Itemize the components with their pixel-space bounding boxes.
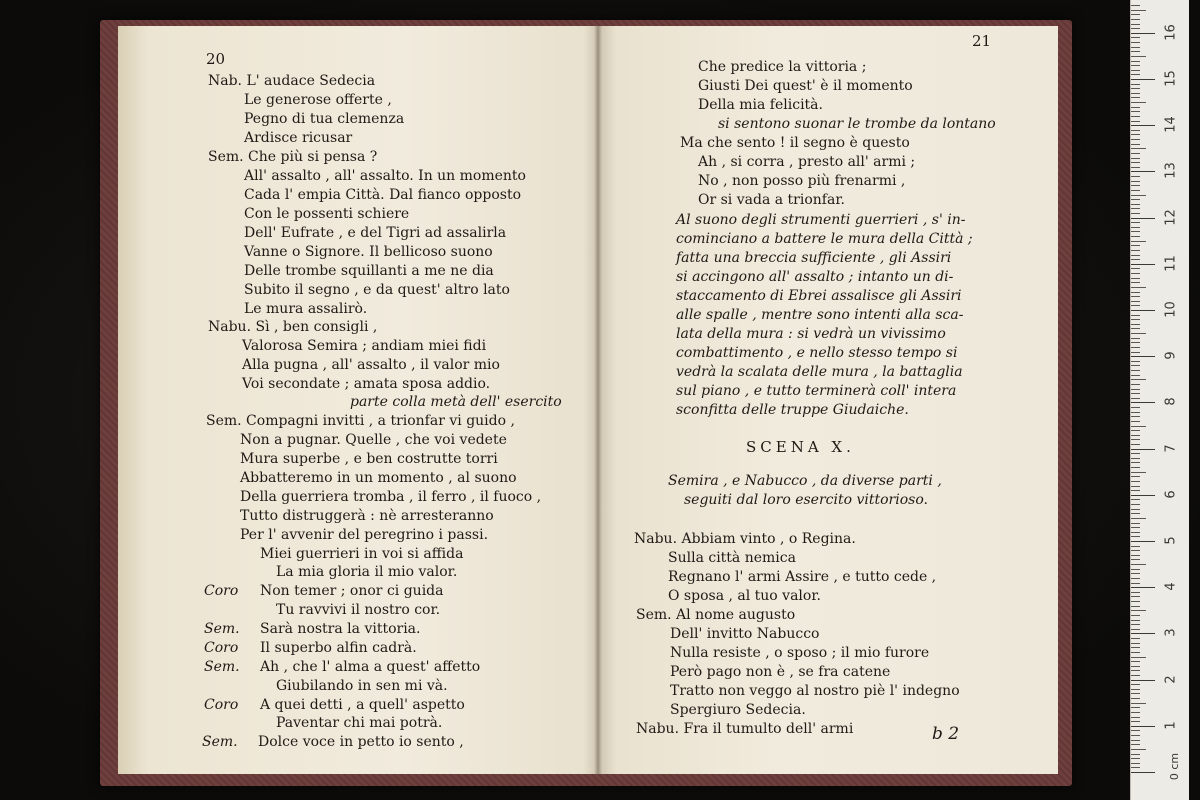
- text-line: staccamento di Ebrei assalisce gli Assiri: [676, 288, 962, 304]
- text-line: si sentono suonar le trombe da lontano: [718, 116, 996, 132]
- ruler-tick: [1131, 536, 1140, 537]
- ruler-tick: [1131, 97, 1140, 98]
- ruler-tick: [1131, 763, 1140, 764]
- text-line: Semira , e Nabucco , da diverse parti ,: [668, 473, 942, 489]
- text-line: sul piano , e tutto terminerà coll' intera: [676, 383, 957, 399]
- ruler-number: 7: [1163, 443, 1179, 453]
- ruler-tick: [1131, 111, 1140, 112]
- ruler-tick: [1131, 116, 1140, 117]
- ruler-number: 3: [1163, 628, 1179, 638]
- text-line: Giusti Dei quest' è il momento: [698, 78, 913, 94]
- ruler-tick: [1131, 310, 1155, 311]
- text-line: Però pago non è , se fra catene: [670, 664, 891, 680]
- ruler-tick: [1131, 458, 1140, 459]
- ruler-tick: [1131, 624, 1140, 625]
- ruler-tick: [1131, 74, 1140, 75]
- ruler-tick: [1131, 241, 1146, 242]
- text-line: Sem. Al nome augusto: [636, 607, 796, 623]
- text-line: Ah , che l' alma a quest' affetto: [260, 659, 481, 675]
- ruler-number: 6: [1163, 490, 1179, 499]
- text-line: Che predice la vittoria ;: [698, 59, 867, 75]
- ruler-tick: [1131, 292, 1140, 293]
- text-line: Nabu. Sì , ben consigli ,: [208, 319, 378, 335]
- ruler-tick: [1131, 375, 1140, 376]
- ruler-tick: [1131, 569, 1140, 570]
- text-line: Nab. L' audace Sedecia: [208, 73, 376, 89]
- ruler-tick: [1131, 158, 1140, 159]
- ruler-tick: [1131, 541, 1155, 542]
- ruler-number: 5: [1163, 536, 1179, 545]
- ruler-tick: [1131, 28, 1140, 29]
- ruler-number: 12: [1163, 208, 1179, 226]
- ruler-tick: [1131, 643, 1140, 644]
- ruler-number: 9: [1163, 351, 1179, 360]
- ruler-tick: [1131, 532, 1140, 533]
- ruler-tick: [1131, 559, 1140, 560]
- ruler-tick: [1131, 435, 1140, 436]
- text-line: Al suono degli strumenti guerrieri , s' in-: [676, 212, 966, 228]
- ruler-tick: [1131, 407, 1140, 408]
- ruler-tick: [1131, 379, 1146, 380]
- ruler-tick: [1131, 102, 1146, 103]
- ruler-tick: [1131, 629, 1140, 630]
- ruler-tick: [1131, 227, 1140, 228]
- ruler-tick: [1131, 564, 1146, 565]
- ruler-tick: [1131, 740, 1140, 741]
- ruler-tick: [1131, 573, 1140, 574]
- ruler-tick: [1131, 587, 1155, 588]
- text-line: Ma che sento ! il segno è questo: [680, 135, 910, 151]
- text-line: Per l' avvenir del peregrino i passi.: [240, 527, 489, 543]
- text-line: Giubilando in sen mi và.: [276, 678, 448, 694]
- ruler-tick: [1131, 402, 1155, 403]
- ruler-tick: [1131, 259, 1140, 260]
- ruler-tick: [1131, 601, 1140, 602]
- ruler-tick: [1131, 5, 1140, 6]
- ruler-tick: [1131, 416, 1140, 417]
- text-line: seguiti dal loro esercito vittorioso.: [684, 492, 928, 508]
- ruler-number: 14: [1163, 116, 1179, 133]
- ruler-tick: [1131, 675, 1140, 676]
- ruler-tick: [1131, 426, 1146, 427]
- ruler-tick: [1131, 218, 1155, 219]
- ruler-tick: [1131, 620, 1140, 621]
- text-line: alle spalle , mentre sono intenti alla sca-: [676, 307, 964, 323]
- ruler-tick: [1131, 555, 1140, 556]
- ruler-tick: [1131, 523, 1140, 524]
- ruler-tick: [1131, 278, 1140, 279]
- text-line: vedrà la scalata delle mura , la battaglia: [676, 364, 963, 380]
- ruler-tick: [1131, 744, 1140, 745]
- text-line: cominciano a battere le mura della Città ;: [676, 231, 973, 247]
- text-line: lata della mura : si vedrà un vivissimo: [676, 326, 946, 342]
- ruler-tick: [1131, 684, 1140, 685]
- ruler-tick: [1131, 546, 1140, 547]
- ruler-tick: [1131, 70, 1140, 71]
- ruler-tick: [1131, 578, 1140, 579]
- text-line: Della guerriera tromba , il ferro , il fuoco ,: [240, 489, 542, 505]
- ruler-tick: [1131, 444, 1140, 445]
- ruler-tick: [1131, 726, 1155, 727]
- ruler-tick: [1131, 301, 1140, 302]
- book-gutter: [594, 26, 602, 774]
- ruler-tick: [1131, 125, 1155, 126]
- text-line: Nabu. Abbiam vinto , o Regina.: [634, 531, 856, 547]
- ruler-tick: [1131, 190, 1140, 191]
- ruler-tick: [1131, 236, 1140, 237]
- ruler-tick: [1131, 518, 1146, 519]
- ruler-tick: [1131, 231, 1140, 232]
- ruler-tick: [1131, 333, 1146, 334]
- ruler-tick: [1131, 449, 1155, 450]
- ruler-tick: [1131, 749, 1146, 750]
- ruler-tick: [1131, 107, 1140, 108]
- ruler-tick: [1131, 347, 1140, 348]
- ruler-tick: [1131, 495, 1155, 496]
- ruler-number: 15: [1163, 70, 1179, 87]
- page-number: 21: [972, 32, 992, 50]
- ruler-tick: [1131, 42, 1140, 43]
- ruler-tick: [1131, 10, 1146, 11]
- ruler-tick: [1131, 208, 1140, 209]
- ruler-number: 2: [1163, 674, 1179, 684]
- text-line: O sposa , al tuo valor.: [668, 588, 821, 604]
- text-line: Abbatteremo in un momento , al suono: [240, 470, 517, 486]
- ruler-tick: [1131, 79, 1155, 80]
- text-line: Ardisce ricusar: [244, 130, 353, 146]
- text-line: Regnano l' armi Assire , e tutto cede ,: [668, 569, 937, 585]
- ruler-tick: [1131, 342, 1140, 343]
- ruler-tick: [1131, 255, 1140, 256]
- text-line: A quei detti , a quell' aspetto: [260, 697, 465, 713]
- signature-mark: b 2: [932, 724, 960, 744]
- ruler-tick: [1131, 472, 1146, 473]
- text-line: Coro: [204, 697, 239, 713]
- ruler-tick: [1131, 698, 1140, 699]
- ruler-tick: [1131, 88, 1140, 89]
- ruler-tick: [1131, 19, 1140, 20]
- text-line: Sem.: [202, 734, 238, 750]
- ruler-tick: [1131, 481, 1140, 482]
- scene-title: SCENA X.: [746, 438, 855, 456]
- text-line: Dell' invitto Nabucco: [670, 626, 820, 642]
- ruler-tick: [1131, 181, 1140, 182]
- ruler-tick: [1131, 324, 1140, 325]
- text-line: Sulla città nemica: [668, 550, 796, 566]
- ruler-tick: [1131, 721, 1140, 722]
- ruler-tick: [1131, 33, 1155, 34]
- ruler-tick: [1131, 121, 1140, 122]
- ruler-tick: [1131, 51, 1140, 52]
- ruler-tick: [1131, 352, 1140, 353]
- text-line: Ah , si corra , presto all' armi ;: [698, 154, 916, 170]
- text-line: Con le possenti schiere: [244, 206, 410, 222]
- text-line: sconfitta delle truppe Giudaiche.: [676, 402, 909, 418]
- ruler-tick: [1131, 93, 1140, 94]
- text-line: Alla pugna , all' assalto , il valor mio: [242, 357, 500, 373]
- ruler-tick: [1131, 596, 1140, 597]
- text-line: Mura superbe , e ben costrutte torri: [240, 451, 498, 467]
- text-line: Or si vada a trionfar.: [698, 192, 845, 208]
- ruler-tick: [1131, 24, 1140, 25]
- ruler-number: 10: [1163, 301, 1179, 318]
- ruler-tick: [1131, 412, 1140, 413]
- ruler-tick: [1131, 633, 1155, 634]
- text-line: Della mia felicità.: [698, 97, 823, 113]
- text-line: Dolce voce in petto io sento ,: [258, 734, 464, 750]
- text-line: Subito il segno , e da quest' altro lato: [244, 282, 510, 298]
- text-line: All' assalto , all' assalto. In un momento: [244, 168, 526, 184]
- ruler-tick: [1131, 296, 1140, 297]
- ruler-tick: [1131, 527, 1140, 528]
- ruler-number: 11: [1163, 255, 1179, 272]
- ruler-tick: [1131, 467, 1140, 468]
- ruler-tick: [1131, 328, 1140, 329]
- text-line: Sarà nostra la vittoria.: [260, 621, 421, 637]
- text-line: fatta una breccia sufficiente , gli Assiri: [676, 250, 952, 266]
- text-line: Vanne o Signore. Il bellicoso suono: [244, 244, 493, 260]
- ruler-tick: [1131, 65, 1140, 66]
- ruler-tick: [1131, 421, 1140, 422]
- ruler-tick: [1131, 37, 1140, 38]
- text-line: Tratto non veggo al nostro piè l' indegno: [670, 683, 960, 699]
- ruler-tick: [1131, 680, 1155, 681]
- ruler-tick: [1131, 730, 1140, 731]
- ruler-tick: [1131, 282, 1140, 283]
- text-line: Nabu. Fra il tumulto dell' armi: [636, 721, 854, 737]
- text-line: Non temer ; onor ci guida: [260, 583, 444, 599]
- text-line: Sem. Compagni invitti , a trionfar vi guido ,: [206, 413, 515, 429]
- ruler-tick: [1131, 592, 1140, 593]
- text-line: Pegno di tua clemenza: [244, 111, 405, 127]
- ruler-tick: [1131, 712, 1140, 713]
- ruler-tick: [1131, 148, 1146, 149]
- ruler-tick: [1131, 287, 1146, 288]
- ruler-tick: [1131, 370, 1140, 371]
- ruler-tick: [1131, 139, 1140, 140]
- text-line: Le mura assalirò.: [244, 301, 368, 317]
- ruler-tick: [1131, 213, 1140, 214]
- text-line: Dell' Eufrate , e del Tigri ad assalirla: [244, 225, 507, 241]
- text-line: La mia gloria il mio valor.: [276, 564, 458, 580]
- ruler-tick: [1131, 315, 1140, 316]
- ruler-tick: [1131, 689, 1140, 690]
- ruler-tick: [1131, 199, 1140, 200]
- ruler-tick: [1131, 84, 1140, 85]
- ruler-tick: [1131, 661, 1140, 662]
- text-line: parte colla metà dell' esercito: [350, 394, 562, 410]
- text-line: Sem.: [204, 659, 240, 675]
- ruler-tick: [1131, 430, 1140, 431]
- text-line: Cada l' empia Città. Dal fianco opposto: [244, 187, 522, 203]
- ruler-tick: [1131, 513, 1140, 514]
- ruler-number: 4: [1163, 582, 1179, 591]
- text-line: No , non posso più frenarmi ,: [698, 173, 906, 189]
- ruler-tick: [1131, 462, 1140, 463]
- ruler-tick: [1131, 647, 1140, 648]
- left-page: [118, 26, 598, 774]
- ruler-tick: [1131, 171, 1155, 172]
- ruler-tick: [1131, 338, 1140, 339]
- ruler-number: 13: [1163, 162, 1179, 180]
- ruler-tick: [1131, 356, 1155, 357]
- ruler-tick: [1131, 550, 1140, 551]
- text-line: Tutto distruggerà : nè arresteranno: [240, 508, 494, 524]
- text-line: Il superbo alfin cadrà.: [260, 640, 417, 656]
- ruler-tick: [1131, 393, 1140, 394]
- ruler-number: 16: [1163, 24, 1179, 41]
- ruler-tick: [1131, 47, 1140, 48]
- ruler-tick: [1131, 453, 1140, 454]
- ruler-tick: [1131, 735, 1140, 736]
- ruler-tick: [1131, 754, 1140, 755]
- ruler-tick: [1131, 245, 1140, 246]
- ruler-tick: [1131, 670, 1140, 671]
- ruler-tick: [1131, 758, 1140, 759]
- ruler-tick: [1131, 703, 1146, 704]
- ruler-tick: [1131, 638, 1140, 639]
- ruler-tick: [1131, 476, 1140, 477]
- ruler-tick: [1131, 222, 1140, 223]
- ruler-tick: [1131, 490, 1140, 491]
- ruler-tick: [1131, 204, 1140, 205]
- ruler-tick: [1131, 305, 1140, 306]
- text-line: Sem.: [204, 621, 240, 637]
- ruler-tick: [1131, 250, 1140, 251]
- text-line: Delle trombe squillanti a me ne dia: [244, 263, 494, 279]
- text-line: Le generose offerte ,: [244, 92, 392, 108]
- measuring-ruler: [1130, 0, 1189, 800]
- ruler-number: 1: [1163, 721, 1179, 730]
- text-line: Tu ravvivi il nostro cor.: [276, 602, 441, 618]
- ruler-tick: [1131, 504, 1140, 505]
- ruler-tick: [1131, 610, 1146, 611]
- ruler-tick: [1131, 195, 1146, 196]
- text-line: Paventar chi mai potrà.: [276, 715, 443, 731]
- text-line: Coro: [204, 583, 239, 599]
- ruler-tick: [1131, 657, 1146, 658]
- ruler-tick: [1131, 153, 1140, 154]
- text-line: Coro: [204, 640, 239, 656]
- right-page: [598, 26, 1058, 774]
- ruler-tick: [1131, 134, 1140, 135]
- ruler-tick: [1131, 707, 1140, 708]
- ruler-tick: [1131, 583, 1140, 584]
- text-line: Miei guerrieri in voi si affida: [260, 546, 464, 562]
- ruler-tick: [1131, 439, 1140, 440]
- ruler-tick: [1131, 61, 1140, 62]
- ruler-tick: [1131, 14, 1140, 15]
- text-line: Voi secondate ; amata sposa addio.: [242, 376, 491, 392]
- ruler-tick: [1131, 268, 1140, 269]
- ruler-tick: [1131, 144, 1140, 145]
- ruler-tick: [1131, 162, 1140, 163]
- ruler-tick: [1131, 365, 1140, 366]
- ruler-tick: [1131, 389, 1140, 390]
- text-line: si accingono all' assalto ; intanto un di-: [676, 269, 954, 285]
- text-line: Valorosa Semira ; andiam miei fidi: [242, 338, 487, 354]
- ruler-unit: 0 cm: [1168, 752, 1182, 781]
- ruler-tick: [1131, 652, 1140, 653]
- ruler-tick: [1131, 486, 1140, 487]
- text-line: Spergiuro Sedecia.: [670, 702, 806, 718]
- text-line: Nulla resiste , o sposo ; il mio furore: [670, 645, 930, 661]
- ruler-tick: [1131, 130, 1140, 131]
- text-line: combattimento , e nello stesso tempo si: [676, 345, 958, 361]
- ruler-tick: [1131, 398, 1140, 399]
- ruler-tick: [1131, 666, 1140, 667]
- ruler-tick: [1131, 767, 1140, 768]
- ruler-tick: [1131, 693, 1140, 694]
- ruler-tick: [1131, 384, 1140, 385]
- page-number: 20: [206, 50, 226, 68]
- text-line: Non a pugnar. Quelle , che voi vedete: [240, 432, 507, 448]
- ruler-tick: [1131, 319, 1140, 320]
- ruler-tick: [1131, 167, 1140, 168]
- ruler-tick: [1131, 185, 1140, 186]
- ruler-tick: [1131, 717, 1140, 718]
- ruler-tick: [1131, 772, 1155, 773]
- ruler-tick: [1131, 615, 1140, 616]
- ruler-tick: [1131, 273, 1140, 274]
- ruler-tick: [1131, 499, 1140, 500]
- ruler-tick: [1131, 361, 1140, 362]
- ruler-number: 8: [1163, 397, 1179, 407]
- text-line: Sem. Che più si pensa ?: [208, 149, 378, 165]
- ruler-tick: [1131, 176, 1140, 177]
- ruler-tick: [1131, 606, 1140, 607]
- ruler-tick: [1131, 56, 1146, 57]
- ruler-tick: [1131, 264, 1155, 265]
- ruler-tick: [1131, 509, 1140, 510]
